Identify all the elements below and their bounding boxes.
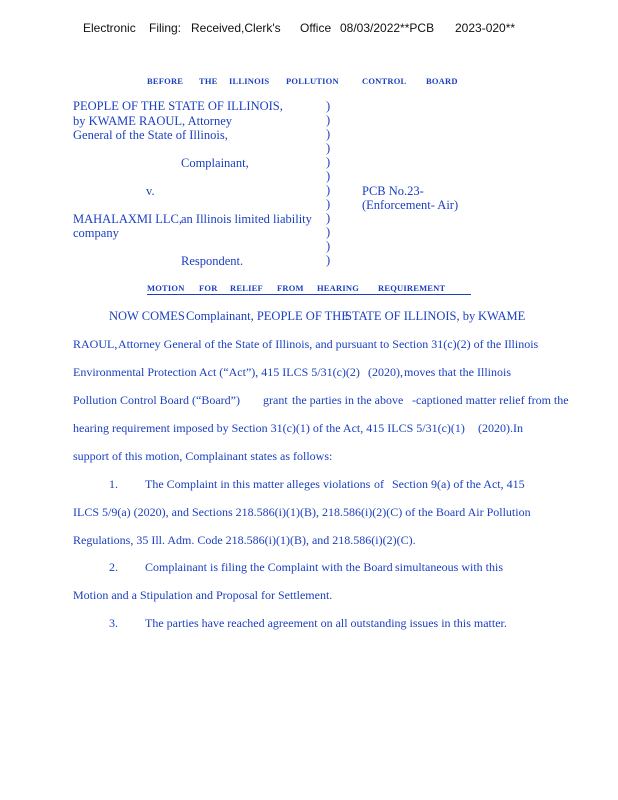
complainant-label: Complainant, [181, 156, 249, 170]
item-text: ILCS 5/9(a) (2020), and Sections 218.586(i)(1)(B), 218.586(i)(2)(C) of the Board Air Pollution [73, 505, 531, 519]
caption-paren: ) [326, 211, 331, 225]
intro-text: Pollution Control Board (“Board”) [73, 393, 240, 407]
intro-text: (2020), [368, 365, 403, 379]
item-text: The Complaint in this matter alleges violations [145, 477, 371, 491]
header-number: 2023-020** [455, 21, 516, 35]
item-text: Regulations, 35 Ill. Adm. Code 218.586(i)(1)(B), and 218.586(i)(2)(C). [73, 533, 416, 547]
caption-paren: ) [326, 183, 331, 197]
caption-paren: ) [326, 225, 331, 239]
intro-text: -captioned matter relief from the [412, 393, 569, 407]
caption-paren: ) [326, 239, 331, 253]
caption-paren: ) [326, 141, 331, 155]
motion-title-word: FOR [199, 283, 218, 293]
defendant-line2: company [73, 226, 119, 240]
caption-paren: ) [326, 113, 331, 127]
caption-paren: ) [326, 99, 331, 113]
motion-title-word: REQUIREMENT [378, 283, 446, 293]
case-number: PCB No.23- [362, 184, 424, 198]
item-number: 1. [109, 477, 118, 491]
intro-text: In [513, 421, 523, 435]
motion-title-word: FROM [277, 283, 304, 293]
intro-text: STATE OF ILLINOIS, by [345, 309, 476, 323]
intro-text: hearing requirement imposed by Section 31(c)(1) of the Act, 415 ILCS 5/31(c)(1) [73, 421, 465, 435]
motion-title-underline [147, 294, 471, 295]
respondent-label: Respondent. [181, 254, 244, 268]
motion-title-word: HEARING [317, 283, 360, 293]
motion-title-word: MOTION [147, 283, 185, 293]
header-filing: Filing: [149, 21, 182, 35]
intro-text: (2020). [478, 421, 513, 435]
board-title-word: THE [199, 76, 218, 86]
board-title-word: POLLUTION [286, 76, 339, 86]
board-title-word: BOARD [426, 76, 458, 86]
item-text: of [374, 477, 384, 491]
caption-paren: ) [326, 197, 331, 211]
plaintiff-line: General of the State of Illinois, [73, 128, 228, 142]
intro-text: NOW COMES [109, 309, 185, 323]
intro-text: Complainant, PEOPLE OF THE [186, 309, 349, 323]
header-office: Office [300, 21, 332, 35]
case-type: (Enforcement- Air) [362, 198, 459, 212]
item-number: 3. [109, 616, 118, 630]
intro-text: moves that the Illinois [404, 365, 511, 379]
intro-text: Attorney General of the State of Illinois, and pursuant to Section 31(c)(2) of the Illinois [118, 337, 539, 351]
item-text: The parties have reached agreement on all outstanding issues in this matter. [145, 616, 507, 630]
plaintiff-line: by KWAME RAOUL, Attorney [73, 114, 233, 128]
item-number: 2. [109, 560, 118, 574]
board-title-word: ILLINOIS [229, 76, 270, 86]
header-electronic: Electronic [83, 21, 136, 35]
intro-text: grant [263, 393, 288, 407]
defendant-name: MAHALAXMI LLC, [73, 212, 183, 226]
caption-paren: ) [326, 155, 331, 169]
versus-label: v. [146, 184, 155, 198]
intro-text: RAOUL, [73, 337, 118, 351]
header-date-pcb: 08/03/2022**PCB [340, 21, 435, 35]
board-title-word: CONTROL [362, 76, 407, 86]
item-text: Complainant is filing the Complaint with the Board [145, 560, 393, 574]
plaintiff-line: PEOPLE OF THE STATE OF ILLINOIS, [73, 99, 283, 113]
intro-text: Environmental Protection Act (“Act”), 415 ILCS 5/31(c)(2) [73, 365, 360, 379]
caption-paren: ) [326, 127, 331, 141]
caption-paren: ) [326, 169, 331, 183]
header-received: Received,Clerk's [191, 21, 281, 35]
motion-title-word: RELIEF [230, 283, 263, 293]
intro-text: support of this motion, Complainant states as follows: [73, 449, 333, 463]
board-title-word: BEFORE [147, 76, 184, 86]
defendant-description: an Illinois limited liability [181, 212, 312, 226]
intro-text: the parties in the above [292, 393, 404, 407]
intro-text: KWAME [478, 309, 526, 323]
item-text: Motion and a Stipulation and Proposal for Settlement. [73, 588, 333, 602]
item-text: Section 9(a) of the Act, 415 [392, 477, 525, 491]
item-text: simultaneous with this [395, 560, 503, 574]
caption-paren: ) [326, 253, 331, 267]
